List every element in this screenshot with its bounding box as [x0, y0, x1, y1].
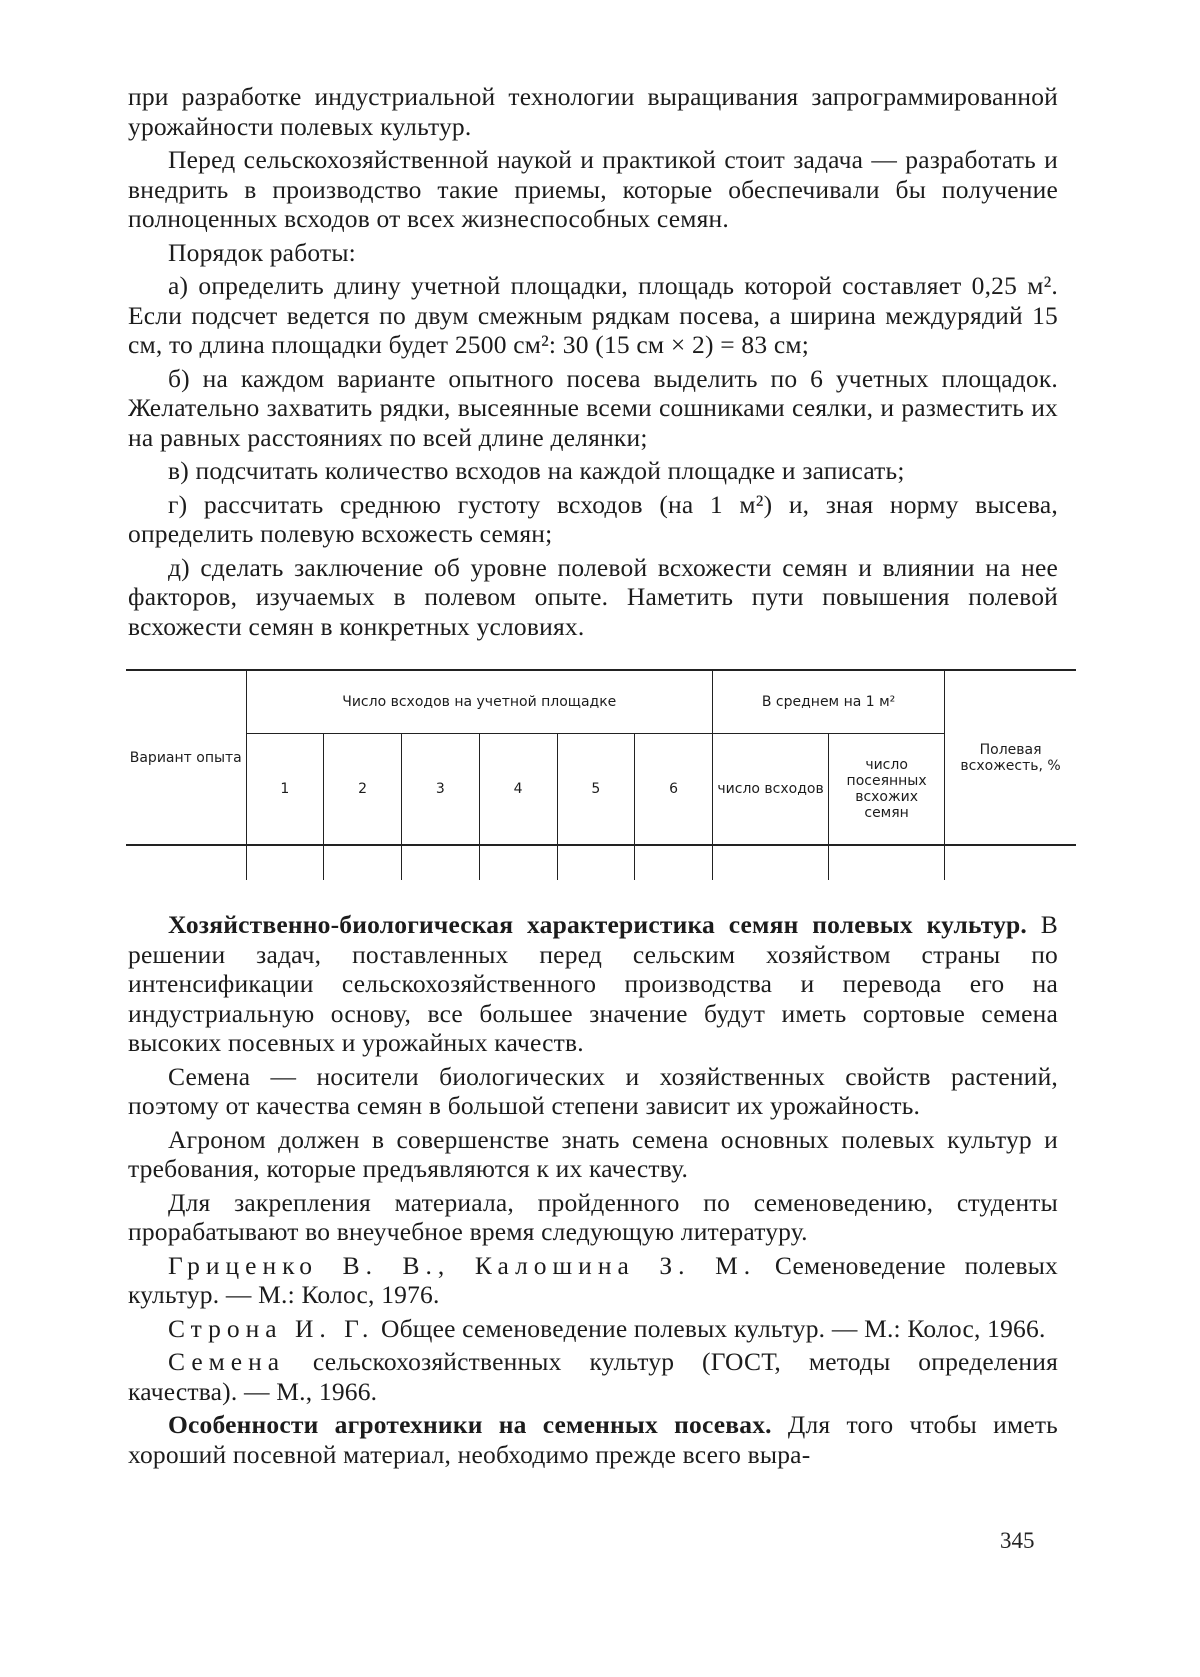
- procedure-step-e: д) сделать заключение об уровне полевой всхожести семян и влиянии на нее факторов, изучаемых в полевом опыте. Наметить пути повышения полевой всхожести семян в конкретных условиях.: [128, 552, 1058, 641]
- reference-item: [128, 1314, 1058, 1344]
- table-cell: [246, 845, 324, 880]
- table-header-row-2: [126, 734, 1076, 846]
- table-cell: [829, 845, 945, 880]
- procedure-heading: Порядок работы:: [168, 237, 356, 267]
- table-cell: [126, 845, 246, 880]
- section-seed-characteristics: [128, 910, 1058, 1058]
- germination-table: [126, 669, 1076, 880]
- header-avg-sown-seeds: число посеянных всхожих семян: [829, 734, 945, 846]
- reference-authors: Гриценко В. В., Калошина З. М.: [168, 1250, 757, 1280]
- table-cell: [557, 845, 635, 880]
- section-text: В решении задач, поставленных перед сельским хозяйством страны по интенсификации сельскохозяйственного производства и перевода его на индустриальную основу, все большее значение будут иметь сортовые семена высоких посевных и урожайных качеств.: [128, 910, 1058, 1057]
- table-cell: [945, 845, 1076, 880]
- header-plot-2: 2: [324, 734, 402, 846]
- page-content: [128, 82, 1061, 1469]
- paragraph-task: Перед сельскохозяйственной наукой и практикой стоит задача — разработать и внедрить в производство такие приемы, которые обеспечивали бы получение полноценных всходов от всех жизнеспособных семян.: [128, 145, 1058, 233]
- reference-title: сельскохозяйственных культур (ГОСТ, методы определения качества). — М., 1966.: [128, 1347, 1058, 1406]
- header-field-germination: Полевая всхожесть, %: [945, 670, 1076, 845]
- section-heading: Хозяйственно-биологическая характеристика семян полевых культур.: [168, 910, 1027, 939]
- paragraph-continuation: при разработке индустриальной технологии выращивания запрограммированной урожайности полевых культур.: [128, 82, 1058, 141]
- header-average-group: В среднем на 1 м²: [713, 670, 945, 734]
- header-avg-seedlings: число всходов: [713, 734, 829, 846]
- reference-item: [128, 1251, 1058, 1310]
- procedure-step-d: г) рассчитать среднюю густоту всходов (на 1 м²) и, зная норму высева, определить полевую всхожесть семян;: [128, 489, 1058, 548]
- header-plot-3: 3: [402, 734, 480, 846]
- page-number: 345: [1000, 1528, 1035, 1553]
- header-plot-4: 4: [479, 734, 557, 846]
- header-plot-5: 5: [557, 734, 635, 846]
- table-cell: [713, 845, 829, 880]
- paragraph-seeds: Семена — носители биологических и хозяйственных свойств растений, поэтому от качества семян в большой степени зависит их урожайность.: [128, 1061, 1058, 1120]
- paragraph-agronomist: Агроном должен в совершенстве знать семена основных полевых культур и требования, которые предъявляются к их качеству.: [128, 1124, 1058, 1183]
- section-seed-agrotechnics: [128, 1410, 1058, 1469]
- header-plot-6: 6: [635, 734, 713, 846]
- reference-item: [128, 1347, 1058, 1406]
- table-cell: [635, 845, 713, 880]
- header-variant: Вариант опыта: [126, 670, 246, 845]
- paragraph-literature: Для закрепления материала, пройденного по семеноведению, студенты прорабатывают во внеучебное время следующую литературу.: [128, 1187, 1058, 1246]
- table-cell: [324, 845, 402, 880]
- header-plot-1: 1: [246, 734, 324, 846]
- table-row: [126, 845, 1076, 880]
- section-heading: Особенности агротехники на семенных посевах.: [168, 1410, 772, 1439]
- reference-title: Общее семеноведение полевых культур. — М.: Колос, 1966.: [374, 1313, 1046, 1343]
- table-cell: [402, 845, 480, 880]
- reference-authors: Семена: [168, 1347, 286, 1376]
- header-counts-group: Число всходов на учетной площадке: [246, 670, 713, 734]
- procedure-step-b: б) на каждом варианте опытного посева выделить по 6 учетных площадок. Желательно захватить рядки, высеянные всеми сошниками сеялки, и разместить их на равных расстояниях по всей длине делянки;: [128, 363, 1058, 452]
- reference-authors: Строна И. Г.: [168, 1313, 375, 1343]
- procedure-step-c: в) подсчитать количество всходов на каждой площадке и записать;: [168, 456, 905, 485]
- table-header-row-1: [126, 670, 1076, 734]
- procedure-step-a: а) определить длину учетной площадки, площадь которой составляет 0,25 м². Если подсчет ведется по двум смежным рядкам посева, а ширина междурядий 15 см, то длина площадки будет 2500 см²: 30 (15 см × 2) = 83 см;: [128, 271, 1058, 359]
- section-text: Для того чтобы иметь хороший посевной материал, необходимо прежде всего выра-: [128, 1410, 1058, 1469]
- table-cell: [479, 845, 557, 880]
- reference-title: Семеноведение полевых культур. — М.: Колос, 1976.: [128, 1250, 1058, 1309]
